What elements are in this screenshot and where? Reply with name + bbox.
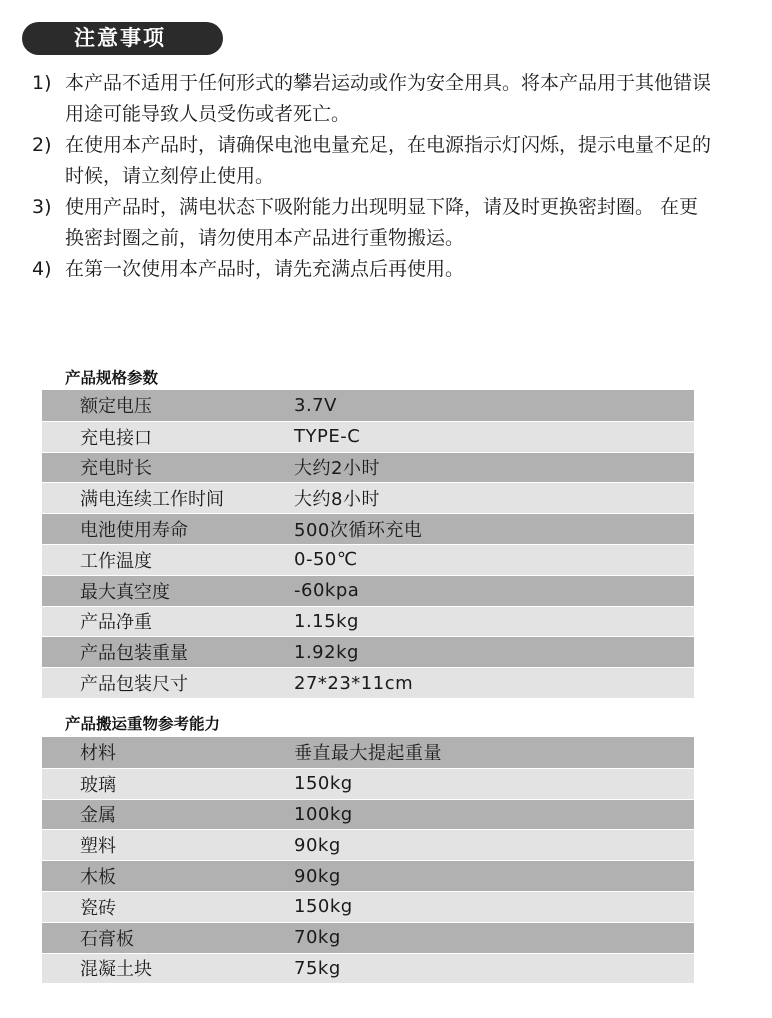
capacity-value: 90kg <box>294 834 341 856</box>
spec-value: 1.15kg <box>294 610 359 632</box>
specs-title: 产品规格参数 <box>65 369 159 387</box>
spec-value: 大约2小时 <box>294 458 380 480</box>
note-item <box>32 254 712 285</box>
spec-label: 工作温度 <box>80 550 152 572</box>
table-row <box>42 667 694 698</box>
capacity-title: 产品搬运重物参考能力 <box>65 715 221 733</box>
capacity-label: 材料 <box>80 743 116 765</box>
note-number: 4) <box>32 258 52 280</box>
table-row <box>42 891 694 922</box>
note-text: 在使用本产品时，请确保电池电量充足，在电源指示灯闪烁，提示电量不足的时候，请立刻停止使用。 <box>65 134 712 187</box>
table-row <box>42 482 694 513</box>
capacity-label: 塑料 <box>80 836 116 858</box>
section-header-title: 注意事项 <box>74 26 166 50</box>
capacity-value: 150kg <box>294 896 353 918</box>
capacity-label: 瓷砖 <box>80 897 116 919</box>
specs-table <box>42 390 694 698</box>
table-row <box>42 390 694 421</box>
capacity-label: 玻璃 <box>80 774 116 796</box>
table-row <box>42 421 694 452</box>
table-row <box>42 799 694 830</box>
section-header-pill <box>22 22 223 55</box>
spec-label: 额定电压 <box>80 396 152 418</box>
table-row <box>42 544 694 575</box>
capacity-table <box>42 737 694 983</box>
spec-label: 产品包装重量 <box>80 643 188 665</box>
spec-value: -60kpa <box>294 580 360 602</box>
capacity-value: 75kg <box>294 957 341 979</box>
table-row <box>42 606 694 637</box>
capacity-label: 石膏板 <box>80 928 134 950</box>
note-text: 使用产品时，满电状态下吸附能力出现明显下降，请及时更换密封圈。 在更换密封圈之前，请勿使用本产品进行重物搬运。 <box>65 196 699 249</box>
table-row <box>42 768 694 799</box>
spec-label: 电池使用寿命 <box>80 520 188 542</box>
capacity-value: 150kg <box>294 773 353 795</box>
spec-value: 1.92kg <box>294 641 359 663</box>
table-row <box>42 953 694 984</box>
table-row <box>42 452 694 483</box>
spec-label: 产品包装尺寸 <box>80 674 188 696</box>
spec-value: 大约8小时 <box>294 489 380 511</box>
spec-label: 充电接口 <box>80 427 152 449</box>
spec-value: 500次循环充电 <box>294 520 423 542</box>
spec-label: 满电连续工作时间 <box>80 489 224 511</box>
capacity-value: 70kg <box>294 927 341 949</box>
note-text: 本产品不适用于任何形式的攀岩运动或作为安全用具。将本产品用于其他错误用途可能导致人员受伤或者死亡。 <box>65 72 712 125</box>
table-row <box>42 860 694 891</box>
spec-value: 3.7V <box>294 394 337 416</box>
table-row <box>42 575 694 606</box>
note-number: 1) <box>32 72 52 94</box>
note-item <box>32 68 712 130</box>
note-item <box>32 192 712 254</box>
note-number: 3) <box>32 196 52 218</box>
notes-list <box>32 68 712 285</box>
capacity-value: 100kg <box>294 803 353 825</box>
capacity-label: 金属 <box>80 805 116 827</box>
capacity-value: 垂直最大提起重量 <box>294 743 442 765</box>
note-item <box>32 130 712 192</box>
spec-label: 最大真空度 <box>80 581 170 603</box>
note-number: 2) <box>32 134 52 156</box>
spec-value: 27*23*11cm <box>294 672 414 694</box>
table-row <box>42 922 694 953</box>
spec-label: 产品净重 <box>80 612 152 634</box>
table-row <box>42 829 694 860</box>
note-text: 在第一次使用本产品时，请先充满点后再使用。 <box>65 258 465 280</box>
spec-value: 0-50℃ <box>294 549 358 571</box>
table-row <box>42 636 694 667</box>
spec-label: 充电时长 <box>80 458 152 480</box>
capacity-label: 混凝土块 <box>80 959 152 981</box>
capacity-value: 90kg <box>294 865 341 887</box>
table-row <box>42 513 694 544</box>
spec-value: TYPE-C <box>294 426 361 448</box>
table-header-row <box>42 737 694 768</box>
capacity-label: 木板 <box>80 867 116 889</box>
